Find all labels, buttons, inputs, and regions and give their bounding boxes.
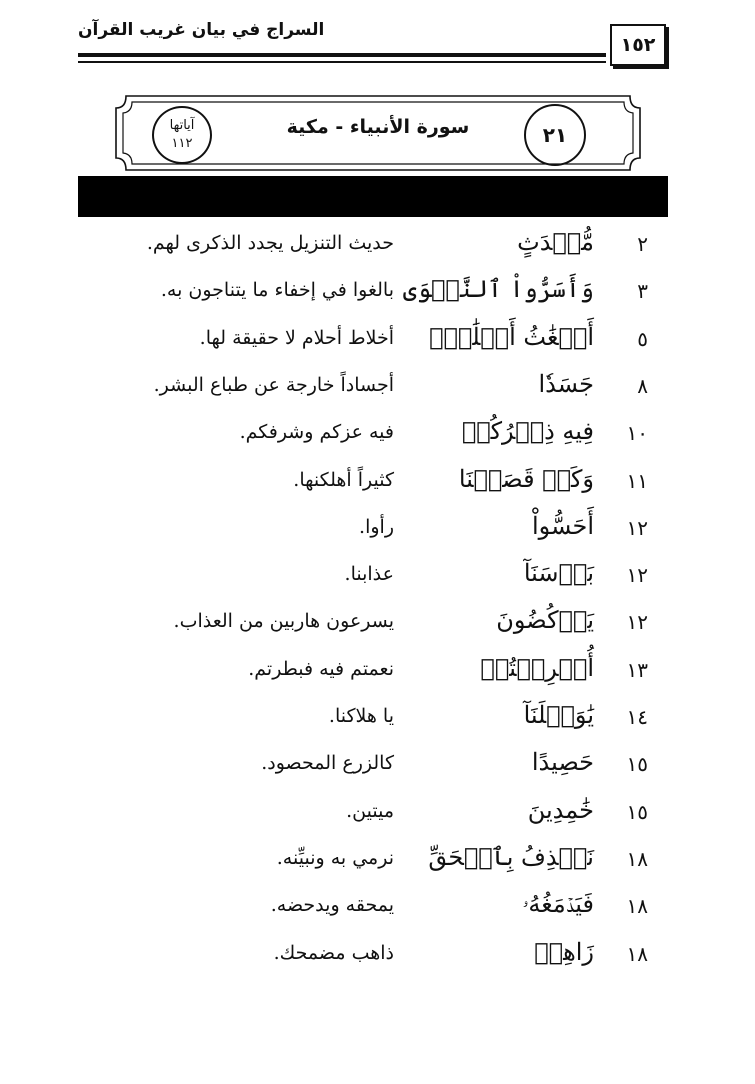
quran-word: فَيَدۡمَغُهُۥ bbox=[522, 890, 594, 919]
glossary-entry bbox=[120, 938, 660, 978]
quran-word: أُتۡرِفۡتُمۡ bbox=[480, 653, 594, 682]
glossary-entry bbox=[120, 323, 660, 363]
verse-number: ٢ bbox=[637, 232, 648, 256]
quran-word: جَسَدٗا bbox=[538, 369, 594, 398]
quran-word: حَصِيدًا bbox=[531, 748, 594, 777]
quran-word: مُّحۡدَثٍ bbox=[517, 228, 594, 256]
glossary-entry bbox=[120, 748, 660, 788]
quran-word: أَضۡغَٰثُ أَحۡلَٰمِۭ bbox=[429, 322, 594, 351]
verse-number: ١٨ bbox=[626, 846, 648, 871]
glossary-entry bbox=[120, 654, 660, 694]
glossary-entry bbox=[120, 796, 660, 836]
word-meaning: نعمتم فيه فبطرتم. bbox=[248, 657, 394, 680]
quran-word: خَٰمِدِينَ bbox=[527, 795, 594, 824]
glossary-entry bbox=[120, 701, 660, 741]
word-meaning: ذاهب مضمحك. bbox=[273, 941, 394, 964]
verse-number: ١٥ bbox=[626, 752, 648, 777]
word-meaning: ميتين. bbox=[346, 799, 394, 822]
quran-word: وَكَمۡ قَصَمۡنَا bbox=[458, 464, 594, 493]
glossary-entry bbox=[120, 843, 660, 883]
quran-word: زَاهِقٞ bbox=[534, 937, 594, 966]
word-meaning: يمحقه ويدحضه. bbox=[270, 894, 394, 917]
word-meaning: يا هلاكنا. bbox=[328, 705, 394, 727]
quran-word: نَقۡذِفُ بِٱلۡحَقِّ bbox=[428, 842, 594, 871]
word-meaning: رأوا. bbox=[359, 515, 394, 538]
verse-count-value: ١١٢ bbox=[171, 136, 193, 151]
glossary-entry bbox=[120, 890, 660, 930]
running-header-title: السراج في بيان غريب القرآن bbox=[78, 20, 325, 40]
surah-number-badge: ٢١ bbox=[524, 104, 586, 166]
glossary-entry bbox=[120, 228, 660, 268]
word-meaning: أجساداً خارجة عن طباع البشر. bbox=[153, 373, 394, 396]
word-meaning: كثيراً أهلكنها. bbox=[293, 468, 394, 491]
quran-word: أَحَسُّواْ bbox=[532, 511, 594, 540]
quran-word: وَأَسَرُّواْ ٱلنَّجۡوَى bbox=[402, 275, 594, 304]
quran-word: يَٰوَيۡلَنَآ bbox=[523, 701, 594, 729]
glossary-entry bbox=[120, 606, 660, 646]
verse-count-label: آياتها bbox=[169, 118, 195, 133]
quran-word: فِيهِ ذِكۡرُكُمۡ bbox=[461, 417, 594, 446]
quran-word: يَرۡكُضُونَ bbox=[496, 606, 594, 635]
word-meaning: نرمي به ونبيِّنه. bbox=[276, 846, 394, 869]
glossary-entry bbox=[120, 559, 660, 599]
word-meaning: فيه عزكم وشرفكم. bbox=[239, 421, 394, 444]
verse-number: ١١ bbox=[626, 468, 648, 493]
verse-number: ١٤ bbox=[626, 705, 648, 729]
word-meaning: حديث التنزيل يجدد الذكرى لهم. bbox=[146, 232, 394, 254]
verse-number: ١٣ bbox=[626, 657, 648, 682]
verse-number: ١٢ bbox=[626, 610, 648, 635]
verse-number: ٣ bbox=[637, 279, 648, 304]
verse-number: ١٢ bbox=[626, 563, 648, 588]
glossary-entry bbox=[120, 370, 660, 410]
surah-title: سورة الأنبياء - مكية bbox=[286, 116, 470, 138]
verse-number: ٥ bbox=[637, 326, 648, 351]
word-meaning: عذابنا. bbox=[344, 563, 394, 586]
glossary-entry bbox=[120, 512, 660, 552]
verse-number: ١٨ bbox=[626, 894, 648, 919]
word-meaning: كالزرع المحصود. bbox=[261, 752, 394, 775]
word-meaning: أخلاط أحلام لا حقيقة لها. bbox=[199, 326, 394, 349]
verse-number: ١٢ bbox=[626, 515, 648, 540]
verse-number: ٨ bbox=[637, 373, 648, 398]
word-meaning: بالغوا في إخفاء ما يتناجون به. bbox=[160, 279, 394, 302]
verse-number: ١٥ bbox=[626, 799, 648, 824]
glossary-entry bbox=[120, 275, 660, 315]
verse-number: ١٨ bbox=[626, 941, 648, 966]
page-number: ١٥٢ bbox=[610, 24, 666, 66]
glossary-entry bbox=[120, 465, 660, 505]
word-meaning: يسرعون هاربين من العذاب. bbox=[173, 610, 394, 633]
quran-word: بَأۡسَنَآ bbox=[523, 559, 594, 588]
verse-number: ١٠ bbox=[626, 421, 648, 446]
glossary-entry bbox=[120, 417, 660, 457]
